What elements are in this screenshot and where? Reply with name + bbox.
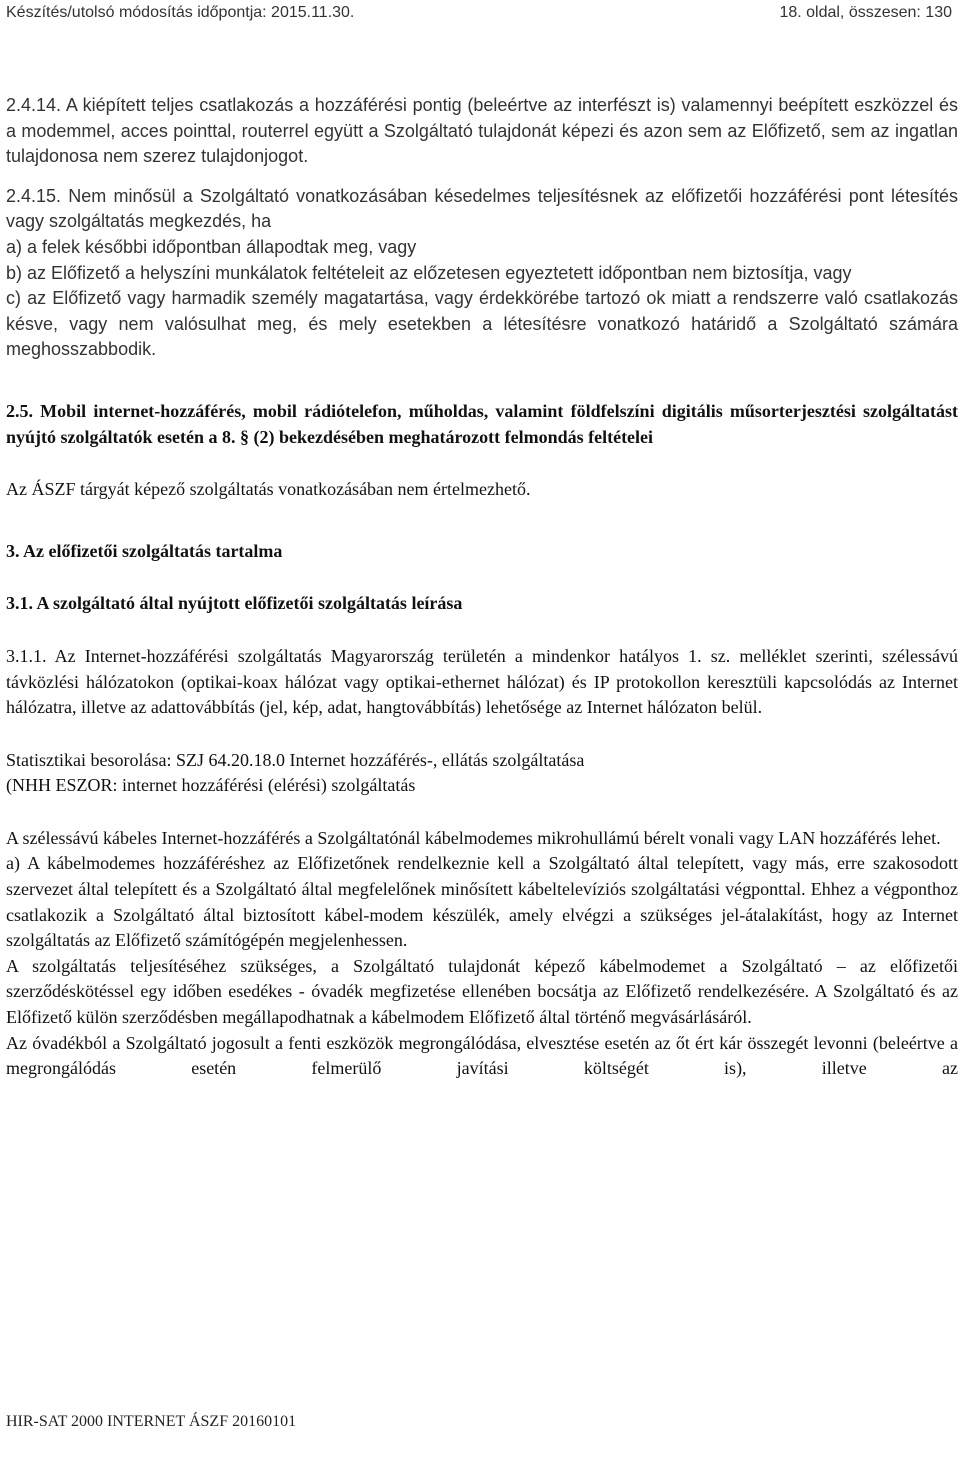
section-2-5-text: Az ÁSZF tárgyát képező szolgáltatás vonatkozásában nem értelmezhető. [6,479,531,500]
page-header [6,4,952,26]
stat-line-2: (NHH ESZOR: internet hozzáférési (elérési) szolgáltatás [6,775,416,796]
header-timestamp: Készítés/utolsó módosítás időpontja: 2015.11.30. [6,4,355,21]
section-2-4-15-a: a) a felek későbbi időpontban állapodtak meg, vagy [6,236,417,257]
paragraph-deposit: Az óvadékból a Szolgáltató jogosult a fenti eszközök megrongálódása, elvesztése esetén az őt ért kár összegét levonni (beleértve a megrongálódás esetén felmerülő javítási költségét is), illetve az [6,1032,958,1079]
paragraph-service-fulfillment: A szolgáltatás teljesítéséhez szükséges, a Szolgáltató tulajdonát képező kábelmodemet a Szolgáltató – az előfizetői szerződéskötéssel egy időben esedékes - óvadék megfizetése ellenében bocsátja az Előfizető rendelkezésére. A Szolgáltató és az Előfizető külön szerződésben megállapodhatnak a kábelmodem Előfizető által történő megvásárlásáról. [6,955,958,1028]
section-2-4-15: 2.4.15. Nem minősül a Szolgáltató vonatkozásában késedelmes teljesítésnek az előfizetői hozzáférési pont létesítés vagy szolgáltatás megkezdés, ha [6,185,958,232]
heading-2-5: 2.5. Mobil internet-hozzáférés, mobil rádiótelefon, műholdas, valamint földfelszíni digitális műsorterjesztési szolgáltatást nyújtó szolgáltatók esetén a 8. § (2) bekezdésében meghatározott felmondás feltételei [6,400,958,447]
stat-line-1: Statisztikai besorolása: SZJ 64.20.18.0 Internet hozzáférés-, ellátás szolgáltatása [6,749,585,770]
document-body [6,93,958,1082]
section-2-4-15-c: c) az Előfizető vagy harmadik személy magatartása, vagy érdekkörébe tartozó ok miatt a rendszerre való csatlakozás késve, vagy nem valósulhat meg, és mely esetekben a létesítésre vonatkozó határidő a Szolgáltató számára meghosszabbodik. [6,288,958,360]
paragraph-cable-access: A szélessávú kábeles Internet-hozzáférés a Szolgáltatónál kábelmodemes mikrohullámú bérelt vonali vagy LAN hozzáférés lehet. [6,827,941,848]
paragraph-cable-modem-a: a) A kábelmodemes hozzáféréshez az Előfizetőnek rendelkeznie kell a Szolgáltató által telepített, vagy más, erre szakosodott szervezet által telepített és a Szolgáltató által megfelelőnek minősített kábeltelevíziós szolgáltatási végponttal. Ehhez a végponthoz csatlakozik a Szolgáltató által biztosított kábel-modem készülék, amely elvégzi a szükséges jel-átalakítást, hogy az Internet szolgáltatás az Előfizető számítógépén megjelenhessen. [6,853,958,951]
header-page-counter: 18. oldal, összesen: 130 [779,4,952,21]
page-footer: HIR-SAT 2000 INTERNET ÁSZF 20160101 [6,1413,297,1430]
heading-3: 3. Az előfizetői szolgáltatás tartalma [6,540,283,561]
heading-3-1: 3.1. A szolgáltató által nyújtott előfizetői szolgáltatás leírása [6,593,463,614]
section-2-4-14: 2.4.14. A kiépített teljes csatlakozás a hozzáférési pontig (beleértve az interfészt is) valamennyi beépített eszközzel és a modemmel, acces pointtal, routerrel együtt a Szolgáltató tulajdonát képezi és azon sem az Előfizető, sem az ingatlan tulajdonosa nem szerez tulajdonjogot. [6,95,958,167]
section-3-1-1: 3.1.1. Az Internet-hozzáférési szolgáltatás Magyarország területén a mindenkor hatályos 1. sz. melléklet szerinti, szélessávú távközlési hálózatokon (optikai-koax hálózat vagy optikai-ethernet hálózat) és IP protokollon keresztüli kapcsolódás az Internet hálózatra, illetve az adattovábbítás (jel, kép, adat, hangtovábbítás) lehetősége az Internet hálózaton belül. [6,645,958,718]
section-2-4-15-b: b) az Előfizető a helyszíni munkálatok feltételeit az előzetesen egyeztetett időpontban nem biztosítja, vagy [6,262,852,283]
